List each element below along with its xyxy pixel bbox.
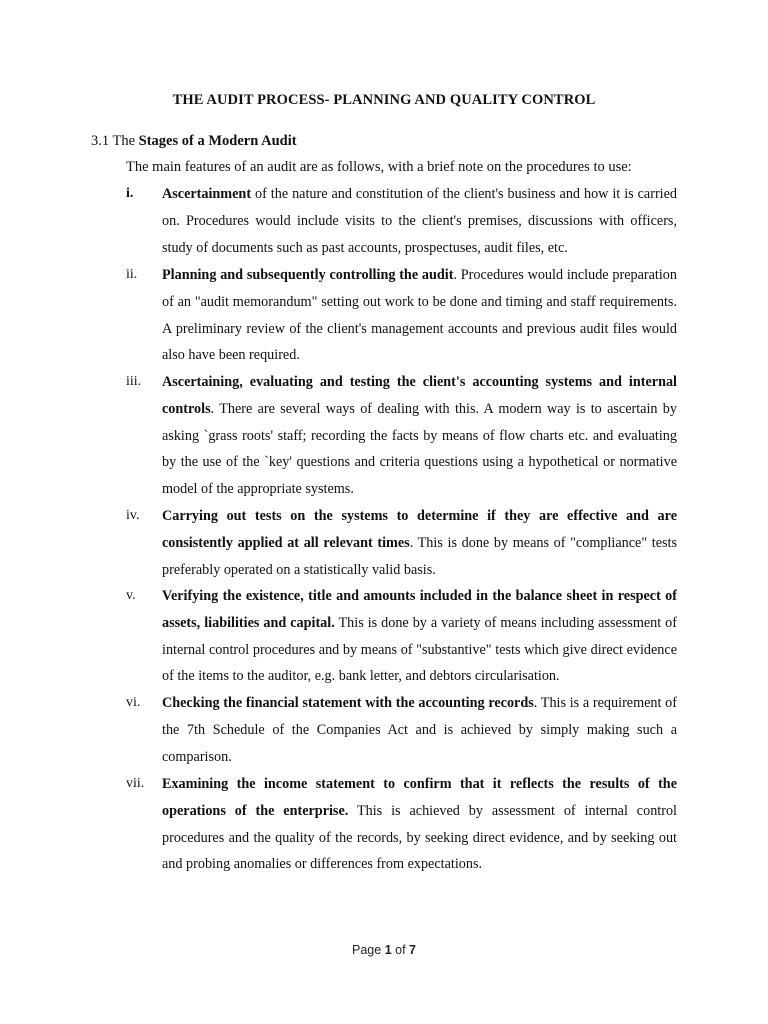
list-item-body — [162, 583, 677, 690]
list-item-bold: Carrying out tests on the systems to determine if they are effective and are consistently applied at all relevant times — [162, 508, 677, 551]
list-item-text: . This is done by means of "compliance" tests preferably operated on a statistically valid basis. — [162, 534, 677, 578]
list-item-body — [162, 503, 677, 583]
list-item-body — [162, 181, 677, 261]
list-item-text: of the nature and constitution of the client's business and how it is carried on. Procedures would include visits to the client's premises, discussions with officers, study of documents such as past accounts, prospectuses, audit files, etc. — [162, 186, 677, 256]
list-item-text: This is done by a variety of means including assessment of internal control procedures and by means of "substantive" tests which give direct evidence of the items to the auditor, e.g. bank letter, and debtors circularisation. — [162, 614, 677, 685]
list-numeral: vii. — [126, 776, 145, 791]
list-item-bold: Examining the income statement to confirm that it reflects the results of the operations of the enterprise. — [162, 776, 677, 819]
list-item-bold: Verifying the existence, title and amounts included in the balance sheet in respect of assets, liabilities and capital. — [162, 588, 677, 631]
list-item-text: . Procedures would include preparation of an "audit memorandum" setting out work to be done and timing and staff requirements. A preliminary review of the client's management accounts and previous audit files would also have been required. — [162, 267, 677, 364]
section-title: Stages of a Modern Audit — [138, 133, 297, 149]
list-item-body — [162, 262, 677, 369]
section-intro: The main features of an audit are as follows, with a brief note on the procedures to use: — [126, 159, 632, 175]
list-numeral: v. — [126, 588, 136, 603]
list-item-bold: Ascertainment — [162, 186, 252, 202]
list-item-body — [162, 690, 677, 770]
section-number: 3.1 The — [91, 133, 136, 149]
page-total: 7 — [409, 943, 416, 957]
list-item-text: This is achieved by assessment of internal control procedures and the quality of the records, by seeking direct evidence, and by seeking out and probing anomalies or differences from expectations. — [162, 802, 677, 873]
list-item-text: . There are several ways of dealing with this. A modern way is to ascertain by asking `grass roots' staff; recording the facts by means of flow charts etc. and evaluating by the use of the `key' questions and criteria questions using a hypothetical or normative model of the appropriate systems. — [162, 400, 677, 498]
list-item-body — [162, 771, 677, 878]
list-numeral: iv. — [126, 508, 140, 523]
page-footer — [0, 943, 768, 957]
page-number: 1 — [384, 943, 392, 957]
list-numeral: vi. — [126, 695, 141, 710]
list-item-bold: Ascertaining, evaluating and testing the client's accounting systems and internal controls — [162, 374, 677, 417]
list-numeral: i. — [126, 186, 134, 201]
document-title: THE AUDIT PROCESS- PLANNING AND QUALITY CONTROL — [172, 92, 596, 108]
list-item-bold: Checking the financial statement with the accounting records — [162, 695, 534, 711]
page-label: Page — [352, 943, 382, 957]
list-item-text: . This is a requirement of the 7th Schedule of the Companies Act and is achieved by simply making such a comparison. — [162, 695, 677, 765]
list-numeral: iii. — [126, 374, 142, 389]
section-heading — [91, 133, 297, 150]
page-of-label: of — [395, 943, 406, 957]
list-item-body — [162, 369, 677, 503]
list-item-bold: Planning and subsequently controlling the audit — [162, 267, 454, 283]
list-numeral: ii. — [126, 267, 138, 282]
